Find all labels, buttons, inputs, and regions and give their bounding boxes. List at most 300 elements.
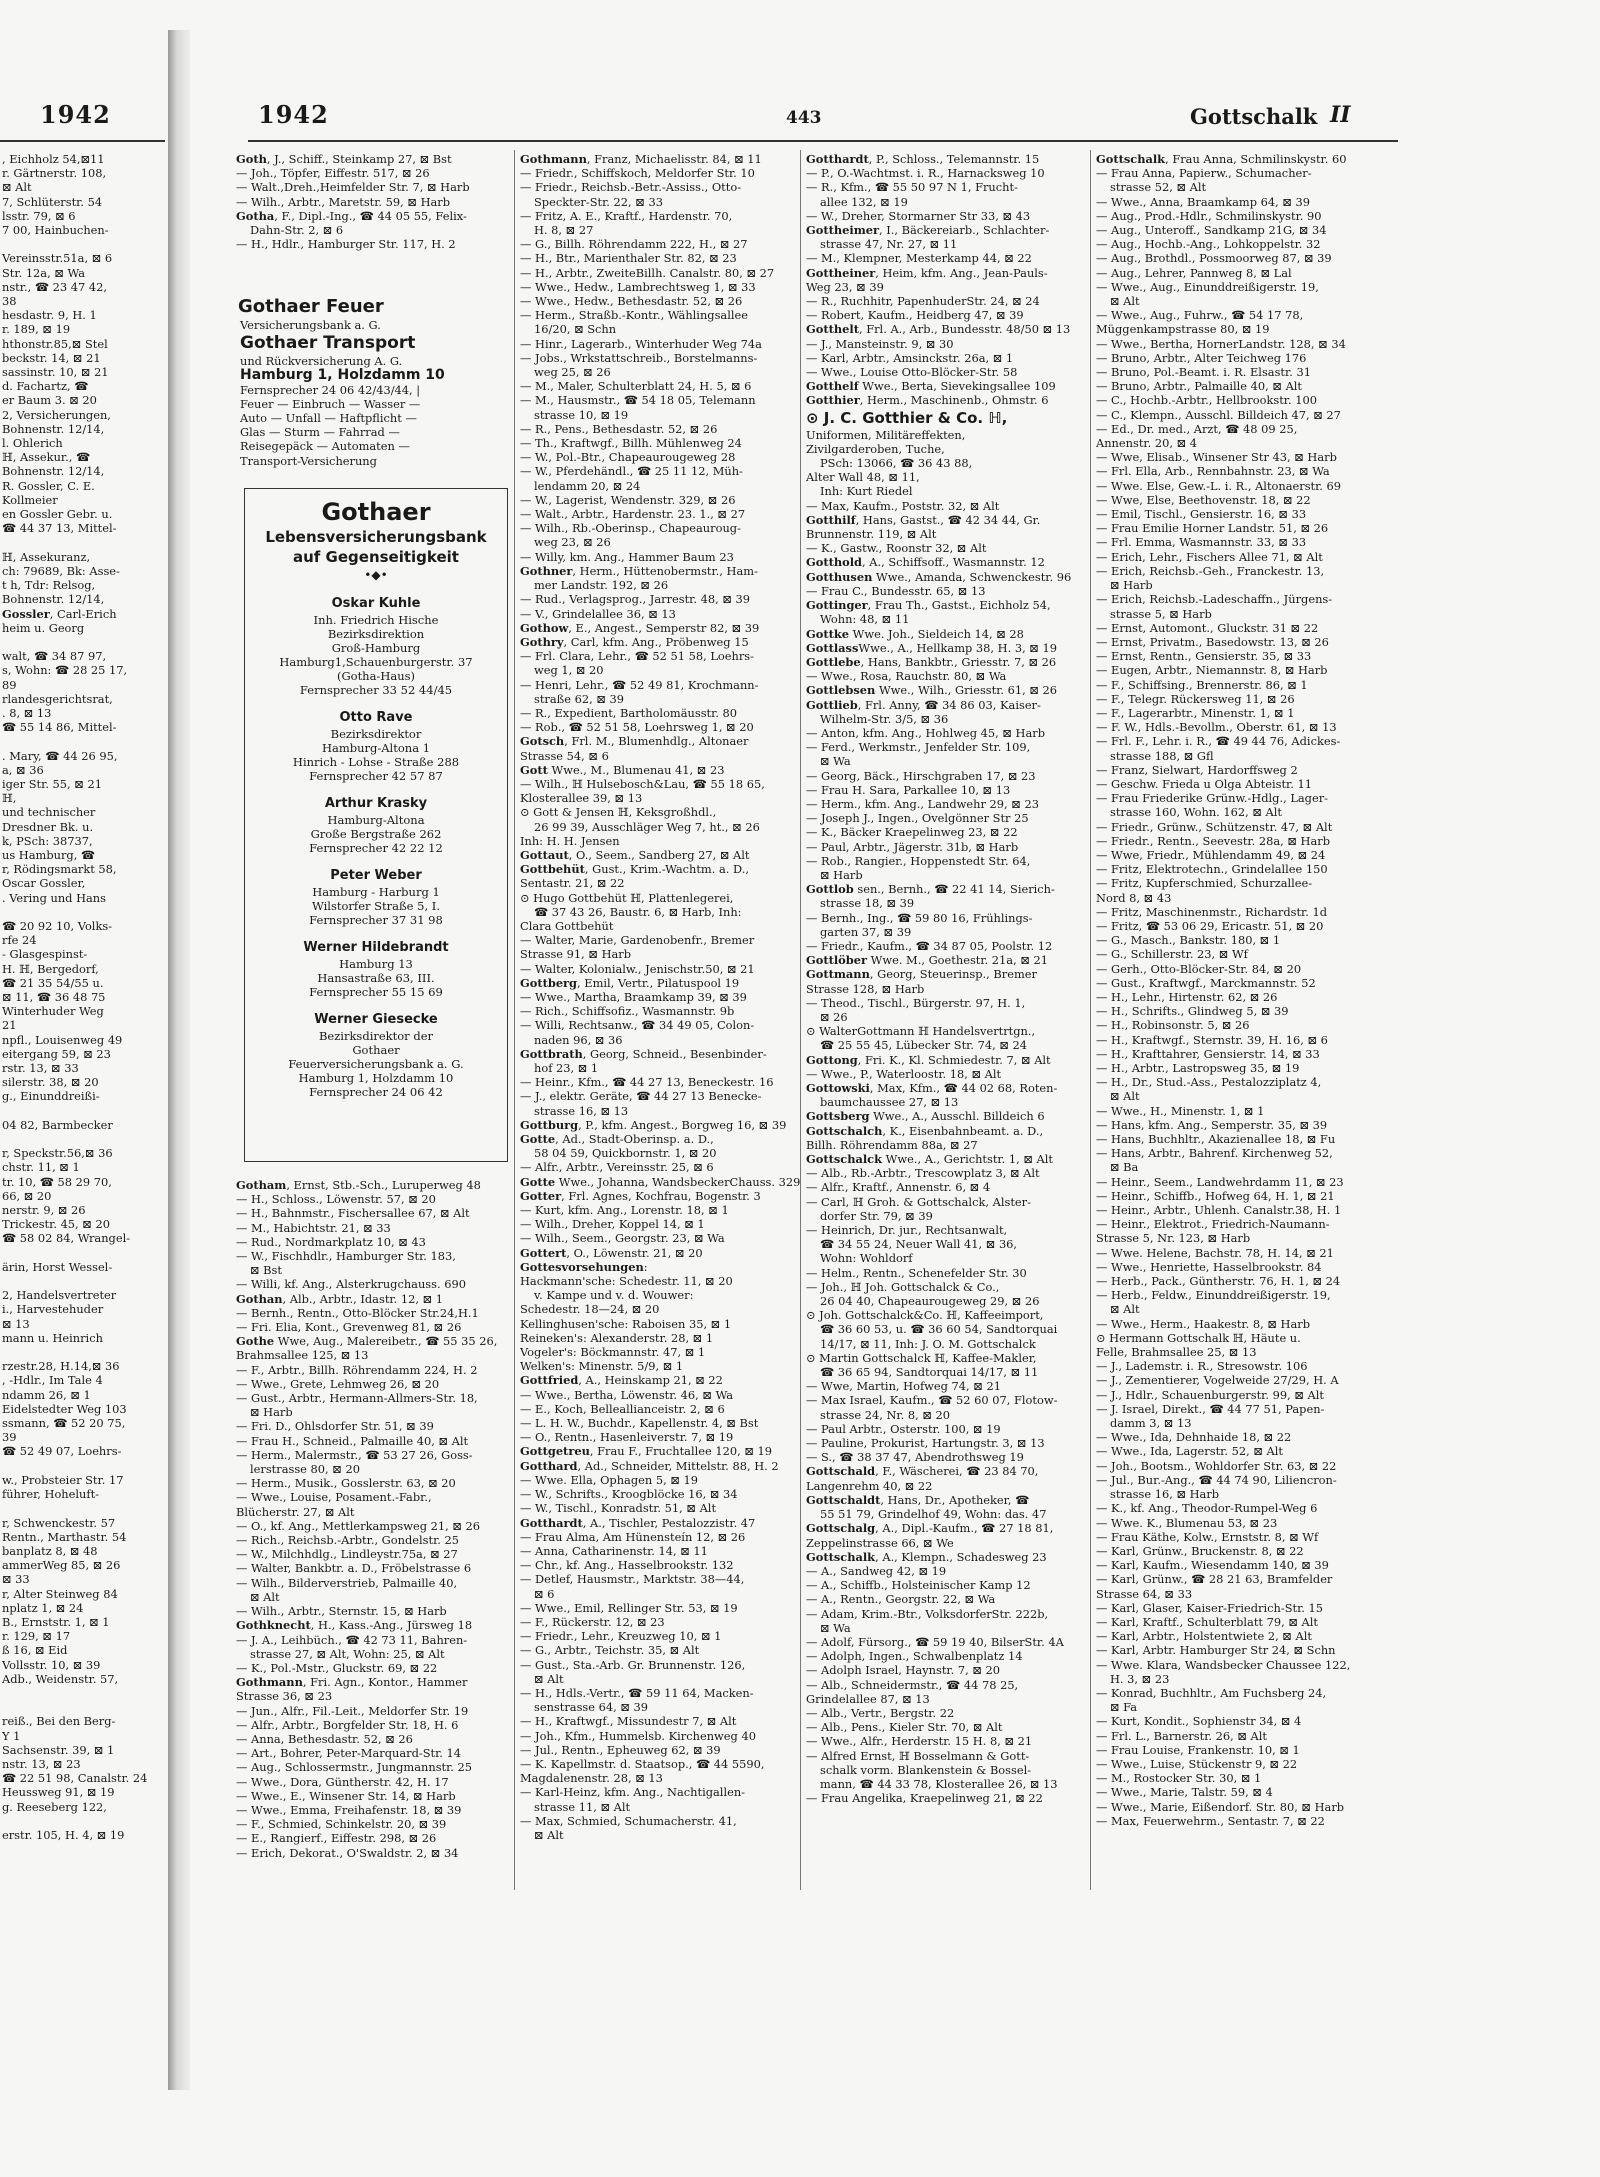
directory-entry-line: dorfer Str. 79, ⊠ 39 xyxy=(820,1208,933,1223)
directory-entry-line: — Friedr., Schiffskoch, Meldorfer Str. 10 xyxy=(520,166,755,181)
directory-entry-line: Gottberg, Emil, Vertr., Pilatuspool 19 xyxy=(520,975,740,990)
directory-entry-line: — Alfr., Kraftf., Annenstr. 6, ⊠ 4 xyxy=(806,1180,991,1195)
ad-branch-name: Werner Giesecke xyxy=(314,1012,438,1027)
left-page-line: ärin, Horst Wessel- xyxy=(2,1259,113,1274)
left-page-line: ☎ 20 92 10, Volks- xyxy=(2,918,113,933)
left-page-line xyxy=(2,635,166,649)
left-page-line: , -Hdlr., Im Tale 4 xyxy=(2,1373,103,1388)
directory-entry-line: — Friedr., Kaufm., ☎ 34 87 05, Poolstr. 12 xyxy=(806,938,1053,953)
column-4-entries xyxy=(1096,152,1396,1902)
directory-entry-line: — V., Grindelallee 36, ⊠ 13 xyxy=(520,606,676,621)
directory-entry-line: — Wwe., Aug., Einunddreißigerstr. 19, xyxy=(1096,279,1319,294)
gothaer-feuer-line: Feuer — Einbruch — Wasser — xyxy=(240,396,421,411)
directory-entry-line: — Willy, km. Ang., Hammer Baum 23 xyxy=(520,549,734,564)
directory-entry-line: Gothow, E., Angest., Semperstr 82, ⊠ 39 xyxy=(520,620,760,635)
directory-entry-line: — Paul, Arbtr., Jägerstr. 31b, ⊠ Harb xyxy=(806,839,1019,854)
directory-entry-line: ⊠ 6 xyxy=(534,1586,555,1601)
directory-entry-line: — H., Arbtr., Lastropsweg 35, ⊠ 19 xyxy=(1096,1061,1300,1075)
directory-entry-line: — Jul., Bur.-Ang., ☎ 44 74 90, Liliencron- xyxy=(1096,1472,1337,1487)
ad-branch-line: Fernsprecher 42 57 87 xyxy=(309,769,443,783)
left-page-line: rstr. 13, ⊠ 33 xyxy=(2,1061,79,1075)
directory-entry-line: — Ed., Dr. med., Arzt, ☎ 48 09 25, xyxy=(1096,421,1298,436)
directory-entry-line: Magdalenenstr. 28, ⊠ 13 xyxy=(520,1771,663,1786)
surname-heading: Gottbehüt xyxy=(520,862,585,877)
directory-entry-line: Gotthardt, P., Schloss., Telemannstr. 15 xyxy=(806,152,1040,166)
directory-entry-line: Strasse 128, ⊠ Harb xyxy=(806,981,925,996)
surname-heading: Gotte xyxy=(520,1132,556,1147)
directory-entry-line: — Ernst, Rentn., Gensierstr. 35, ⊠ 33 xyxy=(1096,649,1312,664)
directory-entry-line: — J. A., Leihbüch., ☎ 42 73 11, Bahren- xyxy=(236,1632,468,1647)
ad-branch-lines xyxy=(245,813,507,855)
directory-entry-line: — E., Koch, Belleallianceistr. 2, ⊠ 6 xyxy=(520,1401,725,1416)
book-spine-shadow xyxy=(168,30,190,2090)
directory-entry-line: — W., Lagerist, Wendenstr. 329, ⊠ 26 xyxy=(520,492,736,507)
gothaer-feuer-line: Versicherungsbank a. G. xyxy=(240,318,381,332)
directory-entry-line: weg 25, ⊠ 26 xyxy=(534,365,611,380)
surname-heading: Gotte xyxy=(520,1174,556,1189)
directory-entry-line: Gottschalg, A., Dipl.-Kaufm., ☎ 27 18 81, xyxy=(806,1521,1054,1536)
left-page-line: ☎ 44 37 13, Mittel- xyxy=(2,521,117,536)
directory-entry-line: 26 99 39, Ausschläger Weg 7, ht., ⊠ 26 xyxy=(534,819,760,834)
left-page-line: r. 189, ⊠ 19 xyxy=(2,322,71,337)
directory-entry-line: mer Landstr. 192, ⊠ 26 xyxy=(534,578,669,593)
surname-heading: Gottbrath xyxy=(520,1046,583,1061)
directory-entry-line: — Wwe, Else, Beethovenstr. 18, ⊠ 22 xyxy=(1096,492,1311,507)
surname-heading: Gottong xyxy=(806,1052,858,1067)
directory-entry-line: v. Kampe und v. d. Wouwer: xyxy=(534,1288,694,1303)
directory-entry-line: Gotham, Ernst, Stb.-Sch., Luruperweg 48 xyxy=(236,1178,481,1192)
directory-entry-line: — H., Hdlr., Hamburger Str. 117, H. 2 xyxy=(236,237,456,252)
directory-entry-line: — H., Bahnmstr., Fischersallee 67, ⊠ Alt xyxy=(236,1206,470,1221)
directory-entry-line: — M., Klempner, Mesterkamp 44, ⊠ 22 xyxy=(806,251,1032,266)
directory-entry-line: — Frau Angelika, Kraepelinweg 21, ⊠ 22 xyxy=(806,1791,1043,1806)
directory-entry-line: — J., elektr. Geräte, ☎ 44 27 13 Benecke- xyxy=(520,1089,762,1104)
directory-entry-line: ⊙ Joh. Gottschalck&Co. ℍ, Kaffeeimport, xyxy=(806,1308,1044,1323)
directory-entry-line: — C., Klempn., Ausschl. Billdeich 47, ⊠ 27 xyxy=(1096,407,1341,422)
left-page-year: 1942 xyxy=(40,100,111,129)
directory-entry-line: — Anton, kfm. Ang., Hohlweg 45, ⊠ Harb xyxy=(806,725,1045,740)
directory-entry-line: — Frl. F., Lehr. i. R., ☎ 49 44 76, Adickes- xyxy=(1096,734,1341,749)
left-page-line: ☎ 58 02 84, Wrangel- xyxy=(2,1231,131,1246)
directory-entry-line: Gothe Wwe, Aug., Malereibetr., ☎ 55 35 26, xyxy=(236,1334,498,1349)
directory-entry-line: — Frau Anna, Papierw., Schumacher- xyxy=(1096,166,1312,181)
directory-entry-line: strasse 10, ⊠ 19 xyxy=(534,407,629,422)
directory-entry-line: — Adolph Israel, Haynstr. 7, ⊠ 20 xyxy=(806,1663,1000,1678)
directory-entry-line: Gottlebsen Wwe., Wilh., Griesstr. 61, ⊠ 26 xyxy=(806,683,1058,698)
directory-entry-line: — W., Pferdehändl., ☎ 25 11 12, Müh- xyxy=(520,464,743,479)
left-page-line: nerstr. 9, ⊠ 26 xyxy=(2,1203,86,1218)
surname-heading: Gothan xyxy=(236,1291,283,1306)
left-page-line: npfl., Louisenweg 49 xyxy=(2,1032,123,1047)
directory-entry-line: — Frau Emilie Horner Landstr. 51, ⊠ 26 xyxy=(1096,521,1329,536)
directory-entry-line: — Wwe., Luise, Stückenstr 9, ⊠ 22 xyxy=(1096,1756,1298,1771)
left-page-line: ⊠ 33 xyxy=(2,1572,30,1587)
directory-entry-line: — Max, Schmied, Schumacherstr. 41, xyxy=(520,1813,737,1828)
directory-entry-line: — F. W., Hdls.-Bevollm., Oberstr. 61, ⊠ 13 xyxy=(1096,720,1337,735)
surname-heading: Gossler xyxy=(2,606,50,621)
directory-entry-line: Gotthier, Herm., Maschinenb., Ohmstr. 6 xyxy=(806,393,1049,408)
directory-entry-line: — Wwe., Anna, Braamkamp 64, ⊠ 39 xyxy=(1096,194,1311,209)
left-page-line: 38 xyxy=(2,294,17,309)
left-page-line: Heussweg 91, ⊠ 19 xyxy=(2,1785,115,1800)
directory-entry-line: — H., Lehr., Hirtenstr. 62, ⊠ 26 xyxy=(1096,989,1278,1004)
directory-entry-line: — G., Billh. Röhrendamm 222, H., ⊠ 27 xyxy=(520,237,748,252)
surname-heading: Gotthelt xyxy=(806,322,859,337)
directory-entry-line: — Wwe., Louise Otto-Blöcker-Str. 58 xyxy=(806,365,1018,380)
directory-entry-line: Gottert, O., Löwenstr. 21, ⊠ 20 xyxy=(520,1245,703,1260)
directory-entry-line: Strasse 54, ⊠ 6 xyxy=(520,748,609,763)
directory-entry-line: — Walt., Arbtr., Hardenstr. 23. 1., ⊠ 27 xyxy=(520,507,746,522)
left-page-line: führer, Hoheluft- xyxy=(2,1487,99,1502)
left-page-line: ndamm 26, ⊠ 1 xyxy=(2,1387,91,1402)
directory-entry-line: — A., Rentn., Georgstr. 22, ⊠ Wa xyxy=(806,1592,996,1607)
surname-heading: Gothmann xyxy=(520,152,587,166)
directory-entry-line: — Frau Friederike Grünw.-Hdlg., Lager- xyxy=(1096,791,1329,806)
directory-entry-line: Gottlob sen., Bernh., ☎ 22 41 14, Sierich- xyxy=(806,882,1055,897)
directory-entry-line: 26 04 40, Chapeaurougeweg 29, ⊠ 26 xyxy=(820,1294,1040,1309)
directory-entry-line: — Rob., ☎ 52 51 58, Loehrsweg 1, ⊠ 20 xyxy=(520,720,754,735)
directory-entry-line: ⊠ Harb xyxy=(250,1405,293,1420)
directory-entry-line: Gottschaldt, Hans, Dr., Apotheker, ☎ xyxy=(806,1492,1030,1507)
left-page-line: Sachsenstr. 39, ⊠ 1 xyxy=(2,1742,115,1757)
directory-entry-line: — F., Rückerstr. 12, ⊠ 23 xyxy=(520,1614,665,1629)
directory-entry-line: — Wwe., Grete, Lehmweg 26, ⊠ 20 xyxy=(236,1376,440,1391)
directory-entry-line: straße 62, ⊠ 39 xyxy=(534,691,625,706)
directory-entry-line: — Walter, Bankbtr. a. D., Fröbelstrasse 6 xyxy=(236,1561,472,1576)
directory-entry-line: ⊠ Wa xyxy=(820,1620,851,1635)
directory-entry-line: — Rud., Nordmarkplatz 10, ⊠ 43 xyxy=(236,1234,426,1249)
left-page-line: rfe 24 xyxy=(2,933,37,948)
directory-entry-line: — Ferd., Werkmstr., Jenfelder Str. 109, xyxy=(806,740,1031,755)
directory-entry-line: — Rob., Rangier., Hoppenstedt Str. 64, xyxy=(806,853,1031,868)
directory-entry-line: — J. Israel, Direkt., ☎ 44 77 51, Papen- xyxy=(1096,1401,1325,1416)
surname-heading: Gottlass xyxy=(806,640,859,655)
directory-entry-line: — Fri. Elia, Kont., Grevenweg 81, ⊠ 26 xyxy=(236,1320,462,1335)
directory-entry-line: — Eugen, Arbtr., Niemannstr. 8, ⊠ Harb xyxy=(1096,663,1328,678)
left-page-column xyxy=(2,152,166,1842)
left-page-line: er Baum 3. ⊠ 20 xyxy=(2,393,97,408)
directory-entry-line: Gottburg, P., kfm. Angest., Borgweg 16, ⊠ 39 xyxy=(520,1117,787,1132)
directory-entry-line: Reineken's: Alexanderstr. 28, ⊠ 1 xyxy=(520,1330,714,1345)
directory-entry-line: — H., Kraftwgf., Sternstr. 39, H. 16, ⊠ 6 xyxy=(1096,1032,1328,1047)
directory-entry-line: — H., Krafttahrer, Gensierstr. 14, ⊠ 33 xyxy=(1096,1046,1320,1061)
directory-entry-line: strasse 52, ⊠ Alt xyxy=(1110,180,1207,195)
surname-heading: Gottesvorsehungen xyxy=(520,1259,644,1274)
directory-entry-line: Gottschalch, K., Eisenbahnbeamt. a. D., xyxy=(806,1123,1044,1138)
directory-entry-line: — Heinrich, Dr. jur., Rechtsanwalt, xyxy=(806,1223,1008,1238)
directory-entry-line: — Karl, Arbtr., Holstentwiete 2, ⊠ Alt xyxy=(1096,1629,1312,1644)
directory-entry-line: — Karl, Arbtr., Amsinckstr. 26a, ⊠ 1 xyxy=(806,350,1014,365)
directory-entry-line: Gottlöber Wwe. M., Goethestr. 21a, ⊠ 21 xyxy=(806,953,1048,968)
directory-entry-line: — Theod., Tischl., Bürgerstr. 97, H. 1, xyxy=(806,995,1026,1010)
left-page-line: Eidelstedter Weg 103 xyxy=(2,1401,127,1416)
directory-entry-line: — Aug., Prod.-Hdlr., Schmilinskystr. 90 xyxy=(1096,208,1322,223)
directory-entry-line: — Karl-Heinz, kfm. Ang., Nachtigallen- xyxy=(520,1785,746,1800)
directory-entry-line: ⊠ Alt xyxy=(1110,294,1140,309)
surname-heading: Gotthard xyxy=(520,1458,578,1473)
directory-entry-line: — Heinr., Seem., Landwehrdamm 11, ⊠ 23 xyxy=(1096,1174,1344,1189)
left-page-line: H. ℍ, Bergedorf, xyxy=(2,961,99,976)
directory-entry-line: Langenrehm 40, ⊠ 22 xyxy=(806,1478,933,1493)
left-page-line: ⊠ 13 xyxy=(2,1316,30,1331)
directory-entry-line: strasse 16, ⊠ Harb xyxy=(1110,1487,1220,1502)
directory-entry-line: — Heinr., Kfm., ☎ 44 27 13, Beneckestr. 16 xyxy=(520,1075,774,1090)
left-page-line: l. Ohlerich xyxy=(2,436,63,451)
directory-entry-line: — F., Schiffsing., Brennerstr. 86, ⊠ 1 xyxy=(1096,677,1308,692)
directory-entry-line: — Aug., Lehrer, Pannweg 8, ⊠ Lal xyxy=(1096,265,1292,280)
directory-entry-line: — Chr., kf. Ang., Hasselbrookstr. 132 xyxy=(520,1558,734,1573)
left-page-line: r. Gärtnerstr. 108, xyxy=(2,166,107,181)
surname-heading: Gottlebsen xyxy=(806,683,876,698)
directory-entry-line: — Friedr., Lehr., Kreuzweg 10, ⊠ 1 xyxy=(520,1629,722,1644)
left-page-line: k, PSch: 38737, xyxy=(2,833,93,848)
left-page-line: Str. 12a, ⊠ Wa xyxy=(2,265,86,280)
ad-branch-lines xyxy=(245,1029,507,1099)
left-page-line: ch: 79689, Bk: Asse- xyxy=(2,563,120,578)
left-page-line: w., Probsteier Str. 17 xyxy=(2,1472,124,1487)
ad-branch-line: Bezirksdirektion xyxy=(327,627,425,641)
left-page-line: ß 16, ⊠ Eid xyxy=(2,1643,68,1658)
left-page-line xyxy=(2,237,166,251)
directory-entry-line: Gothry, Carl, kfm. Ang., Pröbenweg 15 xyxy=(520,634,749,649)
surname-heading: Gottschald xyxy=(806,1464,876,1479)
directory-entry-line: — Frau H. Sara, Parkallee 10, ⊠ 13 xyxy=(806,782,1011,797)
surname-heading: Gottschalch xyxy=(806,1123,883,1138)
directory-entry-line: strasse 11, ⊠ Alt xyxy=(534,1799,631,1814)
directory-entry-line: Zeppelinstrasse 66, ⊠ We xyxy=(806,1535,954,1550)
directory-entry-line: — Wwe., Marie, Eißendorf. Str. 80, ⊠ Harb xyxy=(1096,1799,1345,1814)
directory-entry-line: — Th., Kraftwgf., Billh. Mühlenweg 24 xyxy=(520,436,742,451)
directory-entry-line: — Alb., Rb.-Arbtr., Trescowplatz 3, ⊠ Alt xyxy=(806,1166,1040,1181)
left-page-line: ☎ 22 51 98, Canalstr. 24 xyxy=(2,1771,148,1786)
directory-entry-line: — H., Kraftwgf., Missundestr 7, ⊠ Alt xyxy=(520,1714,737,1729)
directory-entry-line: — Jobs., Wrkstattschreib., Borstelmanns- xyxy=(520,350,758,365)
directory-entry-line: — Wwe, Martin, Hofweg 74, ⊠ 21 xyxy=(806,1379,1001,1394)
ad-branch-line: Hamburg-Altona 1 xyxy=(321,741,431,755)
surname-heading: Gottburg xyxy=(520,1117,579,1132)
directory-entry-line: damm 3, ⊠ 13 xyxy=(1110,1416,1192,1431)
surname-heading: Gothow xyxy=(520,620,569,635)
directory-entry-line: — P., O.-Wachtmst. i. R., Harnacksweg 10 xyxy=(806,166,1045,181)
directory-entry-line: — Wwe., Hedw., Bethesdastr. 52, ⊠ 26 xyxy=(520,294,743,309)
directory-entry-line: Gott Wwe., M., Blumenau 41, ⊠ 23 xyxy=(520,762,725,777)
left-page-line: d. Fachartz, ☎ xyxy=(2,379,89,394)
directory-entry-line: — Jun., Alfr., Fil.-Leit., Meldorfer Str. 19 xyxy=(236,1703,469,1718)
directory-entry-line: — A., Schiffb., Holsteinischer Kamp 12 xyxy=(806,1578,1031,1593)
left-page-line: 7 00, Hainbuchen- xyxy=(2,223,109,238)
left-page-line: r, Rödingsmarkt 58, xyxy=(2,862,117,877)
left-page-line: us Hamburg, ☎ xyxy=(2,847,96,862)
left-page-line xyxy=(2,1274,166,1288)
directory-entry-line: Gottschalk, A., Klempn., Schadesweg 23 xyxy=(806,1549,1047,1564)
left-page-line: Bohnenstr. 12/14, xyxy=(2,592,105,607)
directory-entry-line: — Gust., Sta.-Arb. Gr. Brunnenstr. 126, xyxy=(520,1657,746,1672)
directory-entry-line: Felle, Brahmsallee 25, ⊠ 13 xyxy=(1096,1345,1257,1360)
directory-entry-line: Strasse 91, ⊠ Harb xyxy=(520,947,632,962)
left-page-line: - Glasgespinst- xyxy=(2,947,88,962)
directory-entry-line: — R., Expedient, Bartholomäusstr. 80 xyxy=(520,705,738,720)
left-page-line: ℍ, xyxy=(2,791,17,806)
directory-entry-line: — Wwe., Emil, Rellinger Str. 53, ⊠ 19 xyxy=(520,1600,738,1615)
directory-entry-line: — Wwe., Ida, Lagerstr. 52, ⊠ Alt xyxy=(1096,1444,1283,1459)
directory-entry-line: Weg 23, ⊠ 39 xyxy=(806,279,884,294)
directory-entry-line: weg 1, ⊠ 20 xyxy=(534,663,604,678)
directory-entry-line: — Wwe., Bertha, Löwenstr. 46, ⊠ Wa xyxy=(520,1387,734,1402)
directory-entry-line: — Alb., Schneidermstr., ☎ 44 78 25, xyxy=(806,1677,1019,1692)
surname-heading: Gothner xyxy=(520,563,573,578)
left-page-line: Kollmeier xyxy=(2,492,58,507)
directory-entry-line: — Rich., Schiffsofiz., Wasmannstr. 9b xyxy=(520,1004,735,1019)
ad-branch-line: Feuerversicherungsbank a. G. xyxy=(288,1057,464,1071)
directory-entry-line: ⊠ Wa xyxy=(820,754,851,769)
ad-branch-lines xyxy=(245,613,507,697)
directory-entry-line: strasse 47, Nr. 27, ⊠ 11 xyxy=(820,237,958,252)
surname-heading: Gotthilf xyxy=(806,512,856,527)
directory-entry-line: Gotthard, Ad., Schneider, Mittelstr. 88, H. 2 xyxy=(520,1458,779,1473)
directory-entry-line: ⊠ Alt xyxy=(1110,1302,1140,1317)
directory-entry-line: — Hans, Arbtr., Bahrenf. Kirchenweg 52, xyxy=(1096,1146,1333,1161)
left-page-line: 89 xyxy=(2,677,17,692)
directory-entry-line: — Walt.,Dreh.,Heimfelder Str. 7, ⊠ Harb xyxy=(236,180,470,195)
directory-entry-line: — M., Hausmstr., ☎ 54 18 05, Telemann xyxy=(520,393,756,408)
ad-branch-line: Fernsprecher 33 52 44/45 xyxy=(299,683,453,697)
page-number: 443 xyxy=(786,108,822,128)
left-page-line: und technischer xyxy=(2,805,96,820)
directory-entry-line: — Walter, Kolonialw., Jenischstr.50, ⊠ 21 xyxy=(520,961,755,976)
directory-entry-line: — Erich, Reichsb.-Geh., Franckestr. 13, xyxy=(1096,563,1325,578)
directory-entry-line: — Helm., Rentn., Schenefelder Str. 30 xyxy=(806,1265,1027,1280)
directory-entry-line: — H., Arbtr., ZweiteBillh. Canalstr. 80, ⊠ 27 xyxy=(520,265,775,280)
directory-entry-line: — Wwe., H., Minenstr. 1, ⊠ 1 xyxy=(1096,1103,1265,1118)
directory-entry-line: — J., Hdlr., Schauenburgerstr. 99, ⊠ Alt xyxy=(1096,1387,1324,1402)
gothaer-feuer-line: Glas — Sturm — Fahrrad — xyxy=(240,425,400,440)
surname-heading: Gottberg xyxy=(520,975,578,990)
ad-branch-lines xyxy=(245,885,507,927)
directory-entry-line: — Frau Käthe, Kolw., Ernststr. 8, ⊠ Wf xyxy=(1096,1529,1319,1544)
directory-entry-line: — Wwe., Henriette, Hasselbrookstr. 84 xyxy=(1096,1259,1322,1274)
directory-entry-line: Gotthold, A., Schiffsoff., Wasmannstr. 12 xyxy=(806,555,1045,570)
left-page-line: r, Schwenckestr. 57 xyxy=(2,1515,116,1530)
directory-entry-line: — Joh., Töpfer, Eiffestr. 517, ⊠ 26 xyxy=(236,166,430,181)
directory-entry-line: Gotte, Ad., Stadt-Oberinsp. a. D., xyxy=(520,1132,714,1147)
directory-entry-line: — W., Dreher, Stormarner Str 33, ⊠ 43 xyxy=(806,208,1031,223)
surname-heading: Gottsberg xyxy=(806,1109,870,1124)
directory-entry-line: Gottong, Fri. K., Kl. Schmiedestr. 7, ⊠ Alt xyxy=(806,1052,1051,1067)
left-page-line: g. Reeseberg 122, xyxy=(2,1799,107,1814)
right-page-year: 1942 xyxy=(258,100,329,129)
directory-entry-line: — Fritz, ☎ 53 06 29, Ericastr. 51, ⊠ 20 xyxy=(1096,918,1324,933)
directory-entry-line: — Wwe., Hedw., Lambrechtsweg 1, ⊠ 33 xyxy=(520,279,756,294)
directory-entry-line: Gottesvorsehungen: xyxy=(520,1259,648,1274)
directory-entry-line: — Karl, Grünw., ☎ 28 21 63, Bramfelder xyxy=(1096,1572,1333,1587)
column-1-bottom-entries xyxy=(236,1178,526,1898)
directory-entry-line: Strasse 5, Nr. 123, ⊠ Harb xyxy=(1096,1231,1251,1246)
surname-heading: Gottschaldt xyxy=(806,1492,881,1507)
directory-entry-line: Strasse 64, ⊠ 33 xyxy=(1096,1586,1193,1601)
gothaer-feuer-line: Transport-Versicherung xyxy=(240,453,377,468)
directory-entry-line: Kellinghusen'sche: Raboisen 35, ⊠ 1 xyxy=(520,1316,732,1331)
directory-entry-line: — H., Dr., Stud.-Ass., Pestalozziplatz 4, xyxy=(1096,1075,1322,1090)
directory-entry-line: — H., Robinsonstr. 5, ⊠ 26 xyxy=(1096,1018,1250,1033)
directory-entry-line: — Wwe., Alfr., Herderstr. 15 H. 8, ⊠ 21 xyxy=(806,1734,1033,1749)
surname-heading: Gothe xyxy=(236,1334,275,1349)
directory-entry-line: — Aug., Schlossermstr., Jungmannstr. 25 xyxy=(236,1760,473,1775)
directory-entry-line: Brahmsallee 125, ⊠ 13 xyxy=(236,1348,369,1363)
left-page-line: banplatz 8, ⊠ 48 xyxy=(2,1543,98,1558)
directory-entry-line: strasse 16, ⊠ 13 xyxy=(534,1103,629,1118)
directory-entry-line: — Hans, kfm. Ang., Semperstr. 35, ⊠ 39 xyxy=(1096,1117,1328,1132)
directory-entry-line: Gotthelf Wwe., Berta, Sievekingsallee 109 xyxy=(806,379,1056,394)
directory-entry-line: Gotthardt, A., Tischler, Pestalozzistr. 47 xyxy=(520,1515,756,1530)
directory-entry-line: — R., Ruchhitr, PapenhuderStr. 24, ⊠ 24 xyxy=(806,294,1040,309)
directory-entry-line: — K. Kapellmstr. d. Staatsop., ☎ 44 5590, xyxy=(520,1756,765,1771)
directory-entry-line: — Joseph J., Ingen., Ovelgönner Str 25 xyxy=(806,811,1029,826)
directory-entry-line: — M., Rostocker Str. 30, ⊠ 1 xyxy=(1096,1771,1262,1786)
directory-entry-line: Gottbehüt, Gust., Krim.-Wachtm. a. D., xyxy=(520,862,749,877)
directory-entry-line: — Friedr., Rentn., Seevestr. 28a, ⊠ Harb xyxy=(1096,833,1330,848)
left-page-line: Bohnenstr. 12/14, xyxy=(2,421,105,436)
left-page-line: . Vering und Hans xyxy=(2,890,106,905)
left-page-line: sassinstr. 10, ⊠ 21 xyxy=(2,365,109,380)
directory-entry-line: ⊠ Harb xyxy=(820,867,863,882)
directory-entry-line: — Adolph, Ingen., Schwalbenplatz 14 xyxy=(806,1649,1023,1664)
surname-heading: Gothry xyxy=(520,634,564,649)
directory-entry-line: 55 51 79, Grindelhof 49, Wohn: das. 47 xyxy=(820,1507,1047,1522)
left-page-line: ⊠ Alt xyxy=(2,180,32,195)
directory-entry-line: Gottlieb, Frl. Anny, ☎ 34 86 03, Kaiser- xyxy=(806,697,1041,712)
ad-branch-line: Bezirksdirektor xyxy=(330,727,422,741)
surname-heading: Gotter xyxy=(520,1188,562,1203)
left-page-line: 04 82, Barmbecker xyxy=(2,1117,113,1132)
directory-entry-line: Gottbrath, Georg, Schneid., Besenbinder- xyxy=(520,1046,767,1061)
directory-entry-line: Welken's: Minenstr. 5/9, ⊠ 1 xyxy=(520,1359,684,1374)
directory-entry-line: ⊙ Gott & Jensen ℍ, Keksgroßhdl., xyxy=(520,805,717,820)
surname-heading: Gott xyxy=(520,762,548,777)
directory-entry-line: — J., Zementierer, Vogelweide 27/29, H. A xyxy=(1096,1373,1339,1388)
directory-entry-line: Sentastr. 21, ⊠ 22 xyxy=(520,876,625,891)
gothaer-feuer-body xyxy=(240,318,510,468)
directory-entry-line: — Herb., Feldw., Einunddreißigerstr. 19, xyxy=(1096,1288,1331,1303)
directory-entry-line: — S., ☎ 38 37 47, Abendrothsweg 19 xyxy=(806,1450,1024,1465)
directory-entry-line: — Anna, Bethesdastr. 52, ⊠ 26 xyxy=(236,1731,413,1746)
directory-entry-line: — Alfred Ernst, ℍ Bosselmann & Gott- xyxy=(806,1748,1030,1763)
left-page-line: ☎ 55 14 86, Mittel- xyxy=(2,720,117,735)
ad-branch-line: Große Bergstraße 262 xyxy=(310,827,442,841)
ad-subtitle: Lebensversicherungsbank xyxy=(265,528,487,546)
directory-entry-line: — Wilh., Arbtr., Maretstr. 59, ⊠ Harb xyxy=(236,194,451,209)
directory-entry-line: Gottinger, Frau Th., Gastst., Eichholz 54, xyxy=(806,598,1051,613)
left-page-line: eitergang 59, ⊠ 23 xyxy=(2,1046,111,1061)
left-page-line: . Mary, ☎ 44 26 95, xyxy=(2,748,118,763)
directory-entry-line: strasse 27, ⊠ Alt, Wohn: 25, ⊠ Alt xyxy=(250,1646,445,1661)
directory-entry-line: strasse 18, ⊠ 39 xyxy=(820,896,915,911)
left-page-line: Y 1 xyxy=(2,1728,21,1743)
left-page-line: , Eichholz 54,⊠11 xyxy=(2,152,105,166)
surname-heading: Gotthardt xyxy=(520,1515,583,1530)
directory-entry-line: — Alfr., Arbtr., Borgfelder Str. 18, H. 6 xyxy=(236,1717,459,1732)
left-page-line: 21 xyxy=(2,1018,17,1033)
directory-entry-line: — Karl, Kraftf., Schulterblatt 79, ⊠ Alt xyxy=(1096,1614,1318,1629)
directory-entry-line: — G., Masch., Bankstr. 180, ⊠ 1 xyxy=(1096,933,1281,948)
directory-entry-line: strasse 24, Nr. 8, ⊠ 20 xyxy=(820,1407,950,1422)
directory-entry-line: — Carl, ℍ Groh. & Gottschalck, Alster- xyxy=(806,1194,1031,1209)
directory-entry-line: Gotte Wwe., Johanna, WandsbeckerChauss. 329 xyxy=(520,1174,801,1189)
directory-entry-line: — Fritz, Kupferschmied, Schurzallee- xyxy=(1096,876,1313,891)
ad-branch-name: Werner Hildebrandt xyxy=(303,940,449,955)
directory-entry-line: — J., Lademstr. i. R., Stresowstr. 106 xyxy=(1096,1359,1308,1374)
directory-entry-line: Müggenkampstrasse 80, ⊠ 19 xyxy=(1096,322,1270,337)
directory-entry-line: — Jul., Rentn., Epheuweg 62, ⊠ 39 xyxy=(520,1742,721,1757)
